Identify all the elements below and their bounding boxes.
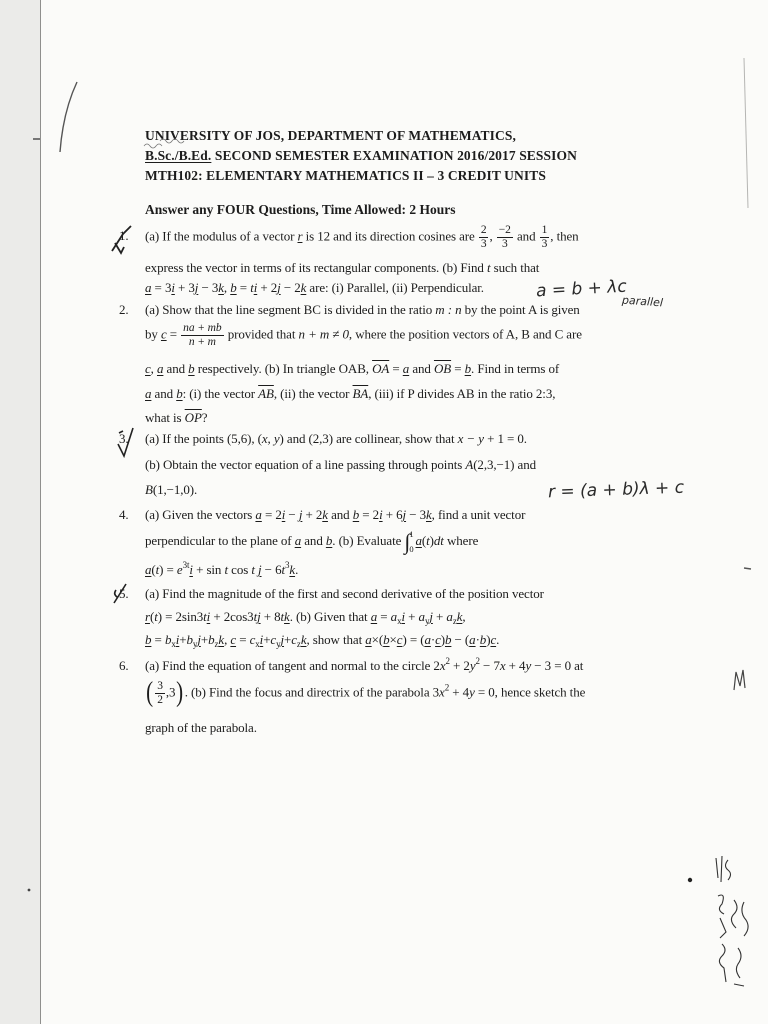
- text-run: =: [236, 280, 251, 295]
- text-run: ,: [223, 280, 231, 295]
- vector-symbol: i: [253, 280, 258, 295]
- italic-symbol: c: [270, 632, 277, 647]
- vector-symbol: j: [258, 562, 262, 577]
- text-run: +: [263, 632, 271, 647]
- text-run: − 2: [280, 280, 301, 295]
- question-number: 2.: [119, 302, 129, 317]
- italic-symbol: A: [465, 457, 474, 472]
- italic-symbol: t: [251, 562, 255, 577]
- italic-symbol: t: [154, 609, 158, 624]
- vector-symbol: r: [297, 228, 303, 244]
- text-run: + 2: [257, 280, 278, 295]
- text-run: . Find in terms of: [471, 361, 560, 376]
- italic-symbol: x: [499, 658, 506, 673]
- fraction: [181, 322, 223, 349]
- question-line: [145, 384, 555, 404]
- text-run: , find a unit vector: [431, 507, 526, 522]
- vector-symbol: k: [425, 507, 432, 522]
- vector-symbol: k: [300, 632, 307, 647]
- large-parenthesis: (: [146, 677, 154, 709]
- text-run: − 6: [261, 562, 282, 577]
- integral-upper-limit: 1: [409, 529, 414, 539]
- subscript: x: [397, 616, 402, 626]
- text-run: − (: [451, 632, 470, 647]
- text-run: + 4: [505, 658, 526, 673]
- text-run: = 2: [261, 507, 282, 522]
- text-run: by the point A is given: [461, 302, 580, 317]
- text-run: : (i) the vector: [182, 386, 259, 401]
- text-run: and: [327, 507, 353, 522]
- text-run: . (b) Given that: [289, 609, 371, 624]
- italic-symbol: c: [291, 632, 297, 647]
- exam-heading: [145, 146, 577, 166]
- text-run: − 7: [479, 658, 500, 673]
- text-run: ,: [150, 361, 157, 376]
- question-line: [145, 278, 484, 298]
- question-line: [119, 300, 580, 320]
- vector-symbol: i: [401, 609, 405, 624]
- text-run: − 3: [406, 507, 426, 522]
- handwritten-note-q1: a = b + λc: [535, 276, 628, 302]
- italic-symbol: dt: [433, 532, 444, 548]
- scan-speck: [744, 568, 751, 569]
- text-run: + 2: [449, 658, 470, 673]
- vector-symbol: i: [379, 507, 383, 522]
- vector-symbol: a: [145, 386, 152, 401]
- text-run: , then: [550, 228, 579, 244]
- text-run: ) and (2,3) are collinear, show that: [279, 431, 458, 446]
- italic-symbol: x − y: [457, 431, 484, 446]
- vector-symbol: b: [145, 632, 152, 647]
- question-line: [145, 530, 478, 554]
- text-run: , (iii) if P divides AB in the ratio 2:3,: [368, 386, 556, 401]
- question-line: [119, 505, 526, 525]
- text-run: = 0, hence sketch the: [474, 684, 586, 700]
- italic-symbol: t: [426, 532, 430, 548]
- overline-vector: $\overline{AB}$: [258, 386, 274, 401]
- italic-symbol: y: [469, 684, 475, 700]
- question-line: [145, 630, 499, 650]
- italic-symbol: a: [390, 609, 398, 624]
- vector-symbol: i: [281, 507, 286, 522]
- question-line: [119, 656, 584, 676]
- subscript: y: [276, 639, 281, 649]
- italic-symbol: t: [203, 609, 207, 624]
- text-run: (a) Given the vectors: [145, 507, 256, 522]
- vector-symbol: a: [424, 632, 431, 647]
- vector-symbol: j: [197, 632, 201, 647]
- italic-symbol: x, y: [261, 431, 280, 446]
- italic-symbol: t: [224, 562, 228, 577]
- text-run: and: [513, 228, 539, 244]
- vector-symbol: i: [259, 632, 264, 647]
- vector-symbol: a: [370, 609, 378, 624]
- italic-symbol: e: [176, 562, 183, 577]
- text-run: + 1 = 0.: [483, 431, 527, 446]
- vector-symbol: j: [257, 609, 261, 624]
- question-number: 6.: [119, 658, 129, 673]
- text-run: . (b) Find the focus and directrix of the parabola 3: [184, 684, 440, 700]
- subscript: x: [255, 639, 260, 649]
- italic-symbol: x: [439, 684, 445, 700]
- exam-instructions: Answer any FOUR Questions, Time Allowed: 2 Hours: [145, 202, 456, 217]
- subscript: y: [192, 639, 198, 649]
- text-run: ,3: [165, 684, 176, 700]
- text-run: (2,3,−1) and: [473, 457, 536, 472]
- vector-symbol: k: [218, 632, 225, 647]
- question-line: [119, 429, 527, 449]
- text-run: (a) If the modulus of a vector: [145, 228, 298, 244]
- text-run: ×: [389, 632, 397, 647]
- text-run: ) = (: [402, 632, 425, 647]
- text-run: and: [163, 361, 189, 376]
- question-line: [145, 607, 466, 627]
- question-number: 1.: [119, 228, 129, 244]
- vector-symbol: k: [300, 280, 307, 295]
- text-run: ,: [224, 632, 231, 647]
- text-run: =: [151, 632, 165, 647]
- italic-symbol: b: [186, 632, 193, 647]
- subscript: z: [214, 639, 219, 649]
- subscript: z: [296, 639, 301, 649]
- italic-symbol: t: [280, 609, 285, 624]
- text-run: ): [486, 632, 491, 647]
- vector-symbol: j: [277, 280, 281, 295]
- vector-symbol: k: [289, 562, 296, 577]
- handwritten-scribble: [734, 670, 745, 690]
- text-run: by: [145, 326, 161, 342]
- large-parenthesis: ): [176, 677, 184, 709]
- text-run: = 2: [359, 507, 380, 522]
- question-line: [145, 258, 539, 278]
- italic-symbol: t: [486, 260, 491, 275]
- superscript: 2: [444, 682, 450, 693]
- vector-symbol: c: [490, 632, 497, 647]
- overline-vector: $\overline{OB}$: [433, 361, 452, 376]
- text-run: are: (i) Parallel, (ii) Perpendicular.: [306, 280, 484, 295]
- text-run: ·: [430, 632, 436, 647]
- question-line: [145, 560, 298, 580]
- vector-symbol: k: [218, 280, 224, 295]
- vector-symbol: j: [298, 507, 303, 522]
- text-run: ) =: [159, 562, 177, 577]
- italic-symbol: y: [469, 658, 476, 673]
- vector-symbol: k: [456, 609, 463, 624]
- fraction-numerator: 2: [480, 224, 487, 236]
- question-line: [145, 455, 536, 475]
- vector-symbol: a: [145, 562, 152, 577]
- text-run: + 3: [174, 280, 195, 295]
- page-edge-line: [744, 58, 748, 208]
- text-run: what is: [145, 410, 185, 425]
- scan-left-margin: [0, 0, 41, 1024]
- superscript: 3: [284, 560, 290, 570]
- question-line: [119, 224, 579, 251]
- vector-symbol: b: [464, 361, 472, 376]
- text-run: (1,−1,0).: [152, 482, 198, 497]
- text-run: where: [443, 532, 479, 548]
- vector-symbol: j: [402, 507, 407, 522]
- question-line: [119, 584, 544, 604]
- text-run: ): [440, 632, 445, 647]
- vector-symbol: b: [383, 632, 390, 647]
- fraction-denominator: 3: [480, 238, 487, 250]
- text-run: (b) Obtain the vector equation of a line passing through points: [145, 457, 466, 472]
- vector-symbol: i: [171, 280, 175, 295]
- fraction: [479, 224, 489, 251]
- vector-symbol: j: [194, 280, 199, 295]
- italic-symbol: b: [164, 632, 172, 647]
- handwritten-note-parallel: parallel: [621, 293, 664, 310]
- text-run: + sin: [192, 562, 225, 577]
- vector-symbol: a: [294, 532, 302, 548]
- text-run: ?: [201, 410, 208, 425]
- text-run: +: [179, 632, 187, 647]
- text-run: such that: [490, 260, 540, 275]
- fraction-denominator: 3: [501, 238, 508, 250]
- pencil-stroke: [60, 82, 77, 152]
- vector-symbol: b: [444, 632, 452, 647]
- vector-symbol: b: [352, 507, 360, 522]
- text-run: =: [377, 609, 391, 624]
- text-run: perpendicular to the plane of: [145, 532, 295, 548]
- vector-symbol: i: [189, 562, 193, 577]
- superscript: 3t: [182, 560, 190, 570]
- italic-symbol: c: [249, 632, 256, 647]
- text-run: +: [404, 609, 419, 624]
- italic-symbol: a: [418, 609, 425, 624]
- text-run: (: [151, 562, 156, 577]
- italic-symbol: n + m ≠ 0: [298, 326, 349, 342]
- text-run: + 2: [302, 507, 323, 522]
- vector-symbol: b: [176, 386, 183, 401]
- italic-symbol: a: [446, 609, 453, 624]
- vector-symbol: c: [435, 632, 441, 647]
- text-run: (a) Show that the line segment BC is divided in the ratio: [145, 302, 436, 317]
- text-run: ,: [489, 228, 496, 244]
- text-run: ) = 2sin3: [157, 609, 204, 624]
- question-line: [145, 480, 197, 500]
- text-run: +: [200, 632, 209, 647]
- text-run: respectively. (b) In triangle OAB,: [194, 361, 373, 376]
- vector-symbol: k: [322, 507, 328, 522]
- text-run: and: [409, 361, 434, 376]
- text-run: is 12 and its direction cosines are: [302, 228, 478, 244]
- superscript: 2: [445, 656, 450, 666]
- superscript: 2: [475, 656, 480, 666]
- handwritten-scribble: [716, 856, 748, 986]
- text-run: = 3: [151, 280, 172, 295]
- text-run: and: [151, 386, 177, 401]
- text-run: ,: [462, 609, 466, 624]
- text-run: cos: [228, 562, 252, 577]
- text-run: + 4: [449, 684, 470, 700]
- italic-symbol: t: [281, 562, 285, 577]
- text-run: =: [166, 326, 181, 342]
- question-number: 3.: [119, 431, 129, 446]
- fraction: [540, 224, 550, 251]
- text-run: . (b) Evaluate: [332, 532, 405, 548]
- programme-label: B.Sc./B.Ed.: [145, 148, 212, 163]
- text-run: , where the position vectors of A, B and C are: [348, 326, 582, 342]
- text-run: −: [285, 507, 299, 522]
- vector-symbol: i: [175, 632, 180, 647]
- text-run: and: [301, 532, 326, 548]
- text-run: + 6: [382, 507, 403, 522]
- text-run: graph of the parabola.: [145, 720, 257, 735]
- university-heading: UNIVERSITY OF JOS, DEPARTMENT OF MATHEMATICS,: [145, 128, 516, 143]
- text-run: (a) If the points (5,6), (: [145, 431, 262, 446]
- vector-symbol: c: [160, 326, 167, 342]
- course-heading: MTH102: ELEMENTARY MATHEMATICS II – 3 CREDIT UNITS: [145, 168, 546, 183]
- fraction-numerator: 1: [541, 224, 548, 236]
- text-run: =: [451, 361, 465, 376]
- vector-symbol: c: [396, 632, 403, 647]
- italic-symbol: m : n: [435, 302, 462, 317]
- fraction-numerator: 3: [157, 680, 163, 692]
- text-run: provided that: [224, 326, 299, 342]
- text-run: , (ii) the vector: [273, 386, 353, 401]
- scan-speck: [688, 878, 692, 882]
- text-run: +: [284, 632, 292, 647]
- vector-symbol: b: [479, 632, 487, 647]
- overline-vector: $\overline{BA}$: [352, 386, 369, 401]
- vector-symbol: a: [469, 632, 476, 647]
- text-run: =: [389, 361, 403, 376]
- integral-limits: [409, 530, 413, 554]
- text-run: =: [236, 632, 250, 647]
- vector-symbol: k: [284, 609, 290, 624]
- vector-symbol: a: [415, 532, 422, 548]
- vector-symbol: j: [429, 609, 433, 624]
- fraction-numerator: na + mb: [183, 322, 222, 334]
- text-run: − 3: [198, 280, 219, 295]
- vector-symbol: j: [280, 632, 285, 647]
- text-run: .: [295, 562, 299, 577]
- handwritten-note-q3: r = (a + b)λ + c: [547, 477, 685, 503]
- italic-symbol: t: [250, 280, 254, 295]
- vector-symbol: b: [188, 361, 195, 376]
- vector-symbol: c: [230, 632, 237, 647]
- text-run: + 2cos3: [210, 609, 254, 624]
- italic-symbol: t: [253, 609, 258, 624]
- subscript: y: [424, 616, 430, 626]
- text-run: (a) Find the equation of tangent and normal to the circle 2: [145, 658, 440, 673]
- definite-integral: [404, 530, 413, 554]
- overline-vector: $\overline{OP}$: [184, 410, 202, 425]
- italic-symbol: x: [439, 658, 446, 673]
- vector-symbol: c: [145, 361, 151, 376]
- italic-symbol: y: [525, 658, 532, 673]
- integral-lower-limit: 0: [409, 544, 414, 554]
- italic-symbol: t: [155, 562, 160, 577]
- text-run: +: [432, 609, 447, 624]
- text-run: ×(: [371, 632, 384, 647]
- fraction-denominator: n + m: [188, 336, 216, 348]
- vector-symbol: a: [365, 632, 372, 647]
- text-run: − 3 = 0 at: [531, 658, 584, 673]
- vector-symbol: b: [325, 532, 333, 548]
- vector-symbol: i: [206, 609, 211, 624]
- fraction: [155, 680, 165, 707]
- text-run: ·: [475, 632, 480, 647]
- text-run: (a) Find the magnitude of the first and second derivative of the position vector: [145, 586, 544, 601]
- fraction-denominator: 2: [157, 694, 163, 706]
- question-line: [145, 322, 582, 349]
- fraction-denominator: 3: [541, 238, 548, 250]
- vector-symbol: a: [402, 361, 410, 376]
- question-line: [145, 408, 207, 428]
- question-line: [145, 677, 586, 709]
- text-run: .: [496, 632, 500, 647]
- question-number: 5.: [119, 586, 129, 601]
- question-line: [145, 359, 559, 379]
- vector-symbol: r: [145, 609, 150, 624]
- subscript: z: [452, 616, 457, 626]
- fraction-numerator: −2: [498, 224, 511, 236]
- overline-vector: $\overline{OA}$: [372, 361, 390, 376]
- vector-symbol: a: [156, 361, 164, 376]
- text-run: express the vector in terms of its rectangular components. (b) Find: [145, 260, 487, 275]
- subscript: x: [171, 639, 176, 649]
- italic-symbol: b: [208, 632, 215, 647]
- question-line: [145, 718, 257, 738]
- vector-symbol: b: [230, 280, 237, 295]
- question-number: 4.: [119, 507, 129, 522]
- vector-symbol: a: [145, 280, 152, 295]
- text-run: (: [149, 609, 155, 624]
- text-run: ): [429, 532, 434, 548]
- text-run: + 8: [260, 609, 281, 624]
- vector-symbol: a: [255, 507, 262, 522]
- fraction: [497, 224, 513, 251]
- exam-session-label: SECOND SEMESTER EXAMINATION 2016/2017 SESSION: [211, 148, 577, 163]
- integral-sign: ∫: [404, 529, 411, 554]
- text-run: , show that: [306, 632, 366, 647]
- text-run: (: [421, 532, 427, 548]
- italic-symbol: B: [145, 482, 153, 497]
